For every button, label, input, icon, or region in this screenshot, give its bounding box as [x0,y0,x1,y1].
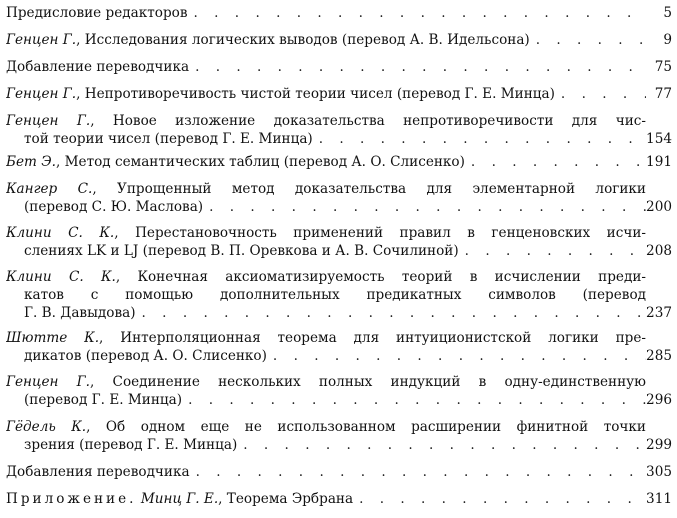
leader-dots [188,4,646,22]
entry-author: Генцен Г. [6,113,91,129]
leader-dots [237,436,646,454]
entry-author: Бет Э. [6,154,56,170]
entry-title-line: дикатов (перевод А. О. Слисенко) [24,348,267,364]
entry-title-line: , Интерполяционная теорема для интуиционистской логики пре- [99,330,647,346]
toc-entry [6,373,672,409]
toc-entry [6,153,672,171]
entry-author: Минц Г. Е. [140,491,219,507]
page-number: 77 [654,86,672,102]
page-number: 9 [663,32,672,48]
leader-dots [459,242,646,260]
leader-dots [465,153,646,171]
page-number: 311 [646,491,672,507]
entry-title-line: , Новое изложение доказательства непротиворечивости для чис- [90,113,646,129]
entry-title: , Теорема Эрбрана [218,491,354,507]
page-number: 75 [654,59,672,75]
toc-entry [6,112,672,148]
entry-title: Добавление переводчика [6,59,190,75]
toc-entry [6,329,672,365]
entry-title-line: , Перестановочность применений правил в генценовских исчи- [114,225,646,241]
leader-dots [182,391,646,409]
entry-title-line: той теории чисел (перевод Г. Е. Минца) [24,131,313,147]
entry-title-line: , Соединение нескольких полных индукций в одну-единственную [90,374,646,390]
page-number: 208 [646,243,672,259]
leader-dots [267,347,646,365]
page-number: 200 [646,199,672,215]
leader-dots [555,85,646,103]
leader-dots [530,31,646,49]
leader-dots [190,463,646,481]
page-number: 285 [646,348,672,364]
entry-title: , Исследования логических выводов (перевод А. В. Идельсона) [76,32,530,48]
toc-entry-appendix [6,490,672,508]
toc-entry [6,268,672,322]
entry-title-line: катов с помощью дополнительных предикатных символов (перевод [24,287,646,303]
entry-author: Шютте К. [6,330,100,346]
leader-dots [203,198,646,216]
entry-author: Кангер С. [6,181,93,197]
entry-title-line: , Об одном еще не использованном расширении финитной точки [86,419,646,435]
entry-title: , Метод семантических таблиц (перевод А. О. Слисенко) [55,154,465,170]
page-number: 305 [646,464,672,480]
toc-entry [6,180,672,216]
entry-title: Добавления переводчика [6,464,190,480]
page-number: 237 [646,305,672,321]
page-number: 191 [646,154,672,170]
entry-author: Гёдель К. [6,419,87,435]
leader-dots [189,58,646,76]
page-number: 154 [646,131,672,147]
entry-author: Генцен Г. [6,86,77,102]
toc-entry [6,418,672,454]
entry-author: Клини С. К. [6,225,115,241]
entry-title: Предисловие редакторов [6,5,188,21]
entry-author: Генцен Г. [6,374,91,390]
toc-entry [6,31,672,49]
page-number: 296 [646,392,672,408]
leader-dots [136,304,646,322]
entry-title-line: , Упрощенный метод доказательства для элементарной логики [92,181,646,197]
page-number: 5 [663,5,672,21]
entry-title-line: , Конечная аксиоматизируемость теорий в исчислении преди- [115,269,646,285]
entry-title-line: слениях LK и LJ (перевод В. П. Оревкова и А. В. Сочилиной) [24,243,459,259]
toc-entry [6,85,672,103]
toc-entry [6,463,672,481]
appendix-label: Приложение. [6,491,137,507]
entry-title-line: Г. В. Давыдова) [24,305,136,321]
entry-title-line: (перевод Г. Е. Минца) [24,392,183,408]
entry-title-line: (перевод С. Ю. Маслова) [24,199,204,215]
entry-title-line: зрения (перевод Г. Е. Минца) [24,437,238,453]
entry-author: Генцен Г. [6,32,77,48]
toc-entry [6,224,672,260]
toc-entry-preface [6,4,672,22]
leader-dots [353,490,646,508]
leader-dots [313,130,646,148]
page-number: 299 [646,437,672,453]
entry-author: Клини С. К. [6,269,116,285]
entry-title: , Непротиворечивость чистой теории чисел (перевод Г. Е. Минца) [76,86,555,102]
toc-entry [6,58,672,76]
